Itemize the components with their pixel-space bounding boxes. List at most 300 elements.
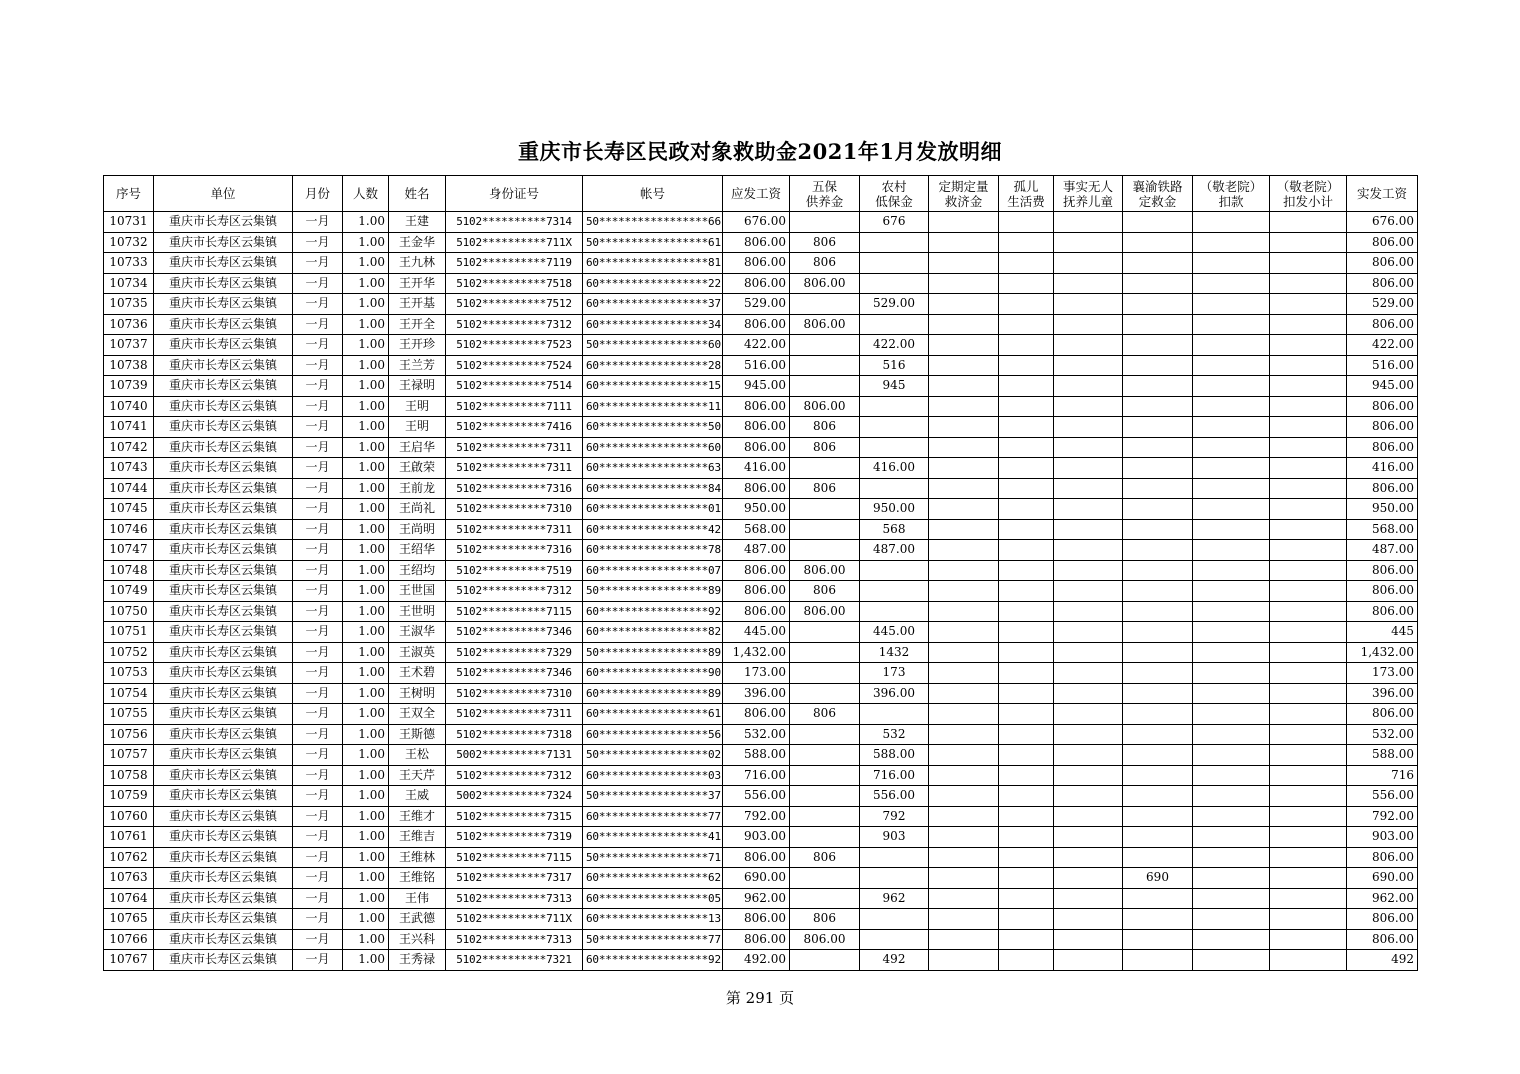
cell-dibao (860, 847, 929, 868)
cell-account: 60*****************90 (583, 663, 723, 684)
cell-paid: 588.00 (1347, 745, 1418, 766)
table-row (104, 765, 1418, 786)
cell-count: 1.00 (343, 827, 389, 848)
header-col-nursing-deduction: （敬老院） 扣款 (1193, 176, 1270, 212)
cell-paid: 903.00 (1347, 827, 1418, 848)
cell-dibao: 1432 (860, 642, 929, 663)
cell-nursing-deduction (1193, 519, 1270, 540)
cell-orphan (999, 704, 1054, 725)
cell-id: 5102**********7514 (446, 376, 583, 397)
cell-count: 1.00 (343, 745, 389, 766)
cell-railway (1123, 253, 1193, 274)
cell-unit: 重庆市长寿区云集镇 (154, 663, 293, 684)
cell-dingqi (929, 458, 999, 479)
cell-dibao: 529.00 (860, 294, 929, 315)
cell-id: 5102**********7111 (446, 396, 583, 417)
cell-nursing-deduction (1193, 765, 1270, 786)
cell-seq: 10750 (104, 601, 154, 622)
cell-month: 一月 (293, 540, 343, 561)
cell-month: 一月 (293, 212, 343, 233)
cell-unattended-child (1054, 745, 1123, 766)
cell-nursing-subtotal (1270, 745, 1347, 766)
cell-paid: 806.00 (1347, 417, 1418, 438)
cell-month: 一月 (293, 253, 343, 274)
cell-due: 792.00 (723, 806, 790, 827)
cell-dingqi (929, 212, 999, 233)
header-col-unattended-child: 事实无人 抚养儿童 (1054, 176, 1123, 212)
cell-name: 王树明 (389, 683, 446, 704)
page-title: 重庆市长寿区民政对象救助金2021年1月发放明细 (517, 139, 1003, 164)
cell-paid: 806.00 (1347, 909, 1418, 930)
cell-unattended-child (1054, 622, 1123, 643)
table-row (104, 642, 1418, 663)
header-col-wubao: 五保 供养金 (790, 176, 860, 212)
cell-nursing-subtotal (1270, 601, 1347, 622)
table-header-row (104, 176, 1418, 212)
cell-paid: 676.00 (1347, 212, 1418, 233)
cell-nursing-subtotal (1270, 847, 1347, 868)
header-col-orphan: 孤儿 生活费 (999, 176, 1054, 212)
cell-unit: 重庆市长寿区云集镇 (154, 499, 293, 520)
cell-month: 一月 (293, 929, 343, 950)
cell-name: 王明 (389, 417, 446, 438)
cell-railway (1123, 499, 1193, 520)
cell-railway (1123, 683, 1193, 704)
cell-nursing-deduction (1193, 622, 1270, 643)
cell-nursing-subtotal (1270, 786, 1347, 807)
cell-unit: 重庆市长寿区云集镇 (154, 458, 293, 479)
table-row (104, 253, 1418, 274)
cell-nursing-subtotal (1270, 540, 1347, 561)
cell-railway (1123, 642, 1193, 663)
cell-dingqi (929, 560, 999, 581)
table-row (104, 909, 1418, 930)
cell-paid: 173.00 (1347, 663, 1418, 684)
cell-wubao (790, 806, 860, 827)
cell-account: 60*****************92 (583, 601, 723, 622)
cell-unit: 重庆市长寿区云集镇 (154, 273, 293, 294)
cell-month: 一月 (293, 396, 343, 417)
cell-name: 王尚礼 (389, 499, 446, 520)
cell-unattended-child (1054, 253, 1123, 274)
cell-nursing-subtotal (1270, 950, 1347, 971)
cell-orphan (999, 868, 1054, 889)
cell-id: 5102**********7311 (446, 458, 583, 479)
cell-id: 5102**********7321 (446, 950, 583, 971)
cell-nursing-subtotal (1270, 396, 1347, 417)
cell-paid: 556.00 (1347, 786, 1418, 807)
cell-dingqi (929, 642, 999, 663)
cell-wubao: 806 (790, 437, 860, 458)
cell-account: 50*****************61 (583, 232, 723, 253)
cell-nursing-deduction (1193, 929, 1270, 950)
table-row (104, 396, 1418, 417)
cell-id: 5102**********7313 (446, 929, 583, 950)
cell-unattended-child (1054, 683, 1123, 704)
cell-name: 王绍华 (389, 540, 446, 561)
cell-railway (1123, 417, 1193, 438)
cell-unit: 重庆市长寿区云集镇 (154, 417, 293, 438)
cell-railway (1123, 724, 1193, 745)
cell-id: 5102**********7518 (446, 273, 583, 294)
cell-count: 1.00 (343, 499, 389, 520)
cell-account: 60*****************92 (583, 950, 723, 971)
cell-dibao: 173 (860, 663, 929, 684)
cell-id: 5102**********7311 (446, 704, 583, 725)
cell-wubao (790, 950, 860, 971)
cell-name: 王维吉 (389, 827, 446, 848)
cell-orphan (999, 478, 1054, 499)
cell-dibao: 945 (860, 376, 929, 397)
cell-account: 60*****************03 (583, 765, 723, 786)
cell-unattended-child (1054, 273, 1123, 294)
table-row (104, 724, 1418, 745)
cell-unattended-child (1054, 232, 1123, 253)
cell-dibao: 792 (860, 806, 929, 827)
cell-id: 5102**********7310 (446, 683, 583, 704)
cell-nursing-deduction (1193, 376, 1270, 397)
cell-name: 王兰芳 (389, 355, 446, 376)
cell-unit: 重庆市长寿区云集镇 (154, 232, 293, 253)
cell-nursing-deduction (1193, 437, 1270, 458)
cell-unit: 重庆市长寿区云集镇 (154, 437, 293, 458)
cell-name: 王开珍 (389, 335, 446, 356)
cell-name: 王淑英 (389, 642, 446, 663)
cell-dingqi (929, 253, 999, 274)
cell-dibao: 516 (860, 355, 929, 376)
cell-nursing-deduction (1193, 458, 1270, 479)
cell-nursing-subtotal (1270, 642, 1347, 663)
cell-due: 487.00 (723, 540, 790, 561)
cell-nursing-deduction (1193, 314, 1270, 335)
cell-count: 1.00 (343, 396, 389, 417)
cell-name: 王啟荣 (389, 458, 446, 479)
cell-wubao (790, 335, 860, 356)
cell-dingqi (929, 827, 999, 848)
cell-railway (1123, 765, 1193, 786)
cell-account: 60*****************13 (583, 909, 723, 930)
cell-paid: 806.00 (1347, 601, 1418, 622)
table-row (104, 294, 1418, 315)
cell-count: 1.00 (343, 622, 389, 643)
cell-unattended-child (1054, 806, 1123, 827)
cell-dingqi (929, 335, 999, 356)
cell-seq: 10748 (104, 560, 154, 581)
cell-railway (1123, 622, 1193, 643)
cell-unattended-child (1054, 560, 1123, 581)
cell-unattended-child (1054, 314, 1123, 335)
cell-nursing-deduction (1193, 478, 1270, 499)
cell-count: 1.00 (343, 929, 389, 950)
cell-orphan (999, 437, 1054, 458)
cell-dingqi (929, 294, 999, 315)
cell-account: 60*****************81 (583, 253, 723, 274)
cell-due: 806.00 (723, 929, 790, 950)
cell-railway (1123, 847, 1193, 868)
cell-account: 60*****************41 (583, 827, 723, 848)
cell-nursing-deduction (1193, 704, 1270, 725)
cell-month: 一月 (293, 724, 343, 745)
cell-due: 445.00 (723, 622, 790, 643)
cell-orphan (999, 253, 1054, 274)
cell-wubao (790, 294, 860, 315)
cell-nursing-subtotal (1270, 683, 1347, 704)
cell-seq: 10751 (104, 622, 154, 643)
cell-name: 王淑华 (389, 622, 446, 643)
cell-wubao: 806.00 (790, 314, 860, 335)
cell-nursing-subtotal (1270, 417, 1347, 438)
cell-account: 60*****************60 (583, 437, 723, 458)
table-row (104, 868, 1418, 889)
cell-unattended-child (1054, 294, 1123, 315)
cell-nursing-subtotal (1270, 335, 1347, 356)
cell-id: 5102**********711X (446, 232, 583, 253)
cell-dingqi (929, 868, 999, 889)
cell-month: 一月 (293, 704, 343, 725)
cell-nursing-subtotal (1270, 827, 1347, 848)
cell-unit: 重庆市长寿区云集镇 (154, 704, 293, 725)
cell-id: 5102**********7119 (446, 253, 583, 274)
cell-name: 王九林 (389, 253, 446, 274)
cell-due: 588.00 (723, 745, 790, 766)
cell-name: 王松 (389, 745, 446, 766)
cell-dibao: 532 (860, 724, 929, 745)
cell-railway (1123, 950, 1193, 971)
cell-dingqi (929, 765, 999, 786)
cell-dingqi (929, 888, 999, 909)
cell-account: 60*****************77 (583, 806, 723, 827)
cell-month: 一月 (293, 273, 343, 294)
cell-wubao (790, 212, 860, 233)
cell-name: 王尚明 (389, 519, 446, 540)
header-col-account: 帐号 (583, 176, 723, 212)
cell-wubao (790, 683, 860, 704)
cell-orphan (999, 786, 1054, 807)
cell-nursing-subtotal (1270, 273, 1347, 294)
cell-dingqi (929, 663, 999, 684)
cell-dibao: 396.00 (860, 683, 929, 704)
cell-unit: 重庆市长寿区云集镇 (154, 786, 293, 807)
cell-dingqi (929, 581, 999, 602)
cell-month: 一月 (293, 376, 343, 397)
cell-name: 王开全 (389, 314, 446, 335)
cell-id: 5102**********7313 (446, 888, 583, 909)
cell-account: 60*****************15 (583, 376, 723, 397)
cell-due: 806.00 (723, 478, 790, 499)
cell-seq: 10738 (104, 355, 154, 376)
cell-name: 王明 (389, 396, 446, 417)
cell-seq: 10733 (104, 253, 154, 274)
table-body (104, 212, 1418, 971)
cell-unattended-child (1054, 335, 1123, 356)
cell-due: 422.00 (723, 335, 790, 356)
cell-dingqi (929, 806, 999, 827)
header-col-dibao: 农村 低保金 (860, 176, 929, 212)
cell-paid: 532.00 (1347, 724, 1418, 745)
cell-id: 5102**********7115 (446, 847, 583, 868)
cell-dingqi (929, 355, 999, 376)
cell-account: 60*****************07 (583, 560, 723, 581)
cell-paid: 716 (1347, 765, 1418, 786)
cell-dingqi (929, 499, 999, 520)
cell-account: 50*****************66 (583, 212, 723, 233)
table-row (104, 355, 1418, 376)
cell-count: 1.00 (343, 663, 389, 684)
cell-name: 王斯德 (389, 724, 446, 745)
cell-count: 1.00 (343, 868, 389, 889)
table-row (104, 745, 1418, 766)
cell-due: 556.00 (723, 786, 790, 807)
cell-dibao: 716.00 (860, 765, 929, 786)
cell-dingqi (929, 437, 999, 458)
cell-count: 1.00 (343, 950, 389, 971)
cell-count: 1.00 (343, 314, 389, 335)
cell-railway (1123, 601, 1193, 622)
cell-name: 王兴科 (389, 929, 446, 950)
cell-due: 529.00 (723, 294, 790, 315)
cell-paid: 806.00 (1347, 396, 1418, 417)
cell-account: 50*****************89 (583, 581, 723, 602)
cell-nursing-subtotal (1270, 909, 1347, 930)
cell-nursing-deduction (1193, 273, 1270, 294)
cell-due: 676.00 (723, 212, 790, 233)
cell-unit: 重庆市长寿区云集镇 (154, 581, 293, 602)
header-col-seq: 序号 (104, 176, 154, 212)
cell-id: 5102**********7311 (446, 437, 583, 458)
cell-nursing-subtotal (1270, 663, 1347, 684)
page-number: 第 291 页 (725, 989, 795, 1007)
cell-dingqi (929, 273, 999, 294)
cell-month: 一月 (293, 642, 343, 663)
cell-unattended-child (1054, 581, 1123, 602)
cell-due: 806.00 (723, 581, 790, 602)
cell-id: 5102**********7316 (446, 540, 583, 561)
cell-unattended-child (1054, 355, 1123, 376)
cell-id: 5102**********7312 (446, 765, 583, 786)
cell-id: 5102**********7512 (446, 294, 583, 315)
cell-nursing-subtotal (1270, 499, 1347, 520)
cell-name: 王维林 (389, 847, 446, 868)
cell-seq: 10756 (104, 724, 154, 745)
table-row (104, 929, 1418, 950)
cell-dibao (860, 601, 929, 622)
cell-nursing-subtotal (1270, 355, 1347, 376)
cell-due: 903.00 (723, 827, 790, 848)
cell-count: 1.00 (343, 212, 389, 233)
cell-dibao (860, 560, 929, 581)
cell-month: 一月 (293, 581, 343, 602)
cell-dibao (860, 478, 929, 499)
header-col-nursing-subtotal: （敬老院） 扣发小计 (1270, 176, 1347, 212)
cell-account: 60*****************82 (583, 622, 723, 643)
cell-dibao (860, 437, 929, 458)
cell-paid: 792.00 (1347, 806, 1418, 827)
cell-orphan (999, 417, 1054, 438)
cell-dibao (860, 929, 929, 950)
cell-wubao: 806 (790, 847, 860, 868)
cell-paid: 568.00 (1347, 519, 1418, 540)
cell-dibao: 445.00 (860, 622, 929, 643)
cell-account: 60*****************78 (583, 540, 723, 561)
cell-nursing-deduction (1193, 827, 1270, 848)
cell-seq: 10735 (104, 294, 154, 315)
cell-name: 王秀禄 (389, 950, 446, 971)
cell-paid: 806.00 (1347, 253, 1418, 274)
cell-due: 806.00 (723, 909, 790, 930)
cell-nursing-subtotal (1270, 622, 1347, 643)
cell-due: 516.00 (723, 355, 790, 376)
header-col-name: 姓名 (389, 176, 446, 212)
cell-account: 50*****************02 (583, 745, 723, 766)
cell-name: 王世国 (389, 581, 446, 602)
cell-wubao: 806.00 (790, 273, 860, 294)
cell-month: 一月 (293, 806, 343, 827)
cell-paid: 416.00 (1347, 458, 1418, 479)
cell-nursing-deduction (1193, 888, 1270, 909)
cell-unit: 重庆市长寿区云集镇 (154, 560, 293, 581)
cell-dibao: 568 (860, 519, 929, 540)
cell-account: 60*****************62 (583, 868, 723, 889)
cell-account: 60*****************34 (583, 314, 723, 335)
cell-orphan (999, 950, 1054, 971)
cell-railway (1123, 560, 1193, 581)
cell-railway (1123, 335, 1193, 356)
cell-paid: 690.00 (1347, 868, 1418, 889)
cell-seq: 10747 (104, 540, 154, 561)
cell-unit: 重庆市长寿区云集镇 (154, 950, 293, 971)
cell-id: 5102**********7319 (446, 827, 583, 848)
cell-orphan (999, 273, 1054, 294)
cell-paid: 945.00 (1347, 376, 1418, 397)
cell-wubao (790, 622, 860, 643)
cell-account: 60*****************50 (583, 417, 723, 438)
cell-dibao (860, 273, 929, 294)
table-row (104, 437, 1418, 458)
cell-nursing-subtotal (1270, 704, 1347, 725)
cell-orphan (999, 929, 1054, 950)
cell-unattended-child (1054, 663, 1123, 684)
cell-nursing-subtotal (1270, 519, 1347, 540)
cell-orphan (999, 232, 1054, 253)
cell-nursing-deduction (1193, 683, 1270, 704)
cell-id: 5102**********7346 (446, 622, 583, 643)
cell-unattended-child (1054, 929, 1123, 950)
cell-count: 1.00 (343, 724, 389, 745)
cell-unattended-child (1054, 724, 1123, 745)
cell-count: 1.00 (343, 458, 389, 479)
cell-orphan (999, 663, 1054, 684)
cell-railway (1123, 581, 1193, 602)
table-row (104, 581, 1418, 602)
cell-paid: 806.00 (1347, 437, 1418, 458)
cell-wubao: 806.00 (790, 396, 860, 417)
cell-unattended-child (1054, 458, 1123, 479)
cell-unattended-child (1054, 499, 1123, 520)
cell-id: 5102**********7346 (446, 663, 583, 684)
cell-unit: 重庆市长寿区云集镇 (154, 601, 293, 622)
cell-name: 王天芹 (389, 765, 446, 786)
cell-month: 一月 (293, 683, 343, 704)
cell-dibao (860, 704, 929, 725)
cell-dingqi (929, 478, 999, 499)
cell-account: 60*****************37 (583, 294, 723, 315)
cell-wubao (790, 663, 860, 684)
cell-name: 王金华 (389, 232, 446, 253)
cell-unit: 重庆市长寿区云集镇 (154, 376, 293, 397)
relief-payment-table (103, 175, 1418, 971)
cell-nursing-deduction (1193, 396, 1270, 417)
cell-railway (1123, 232, 1193, 253)
